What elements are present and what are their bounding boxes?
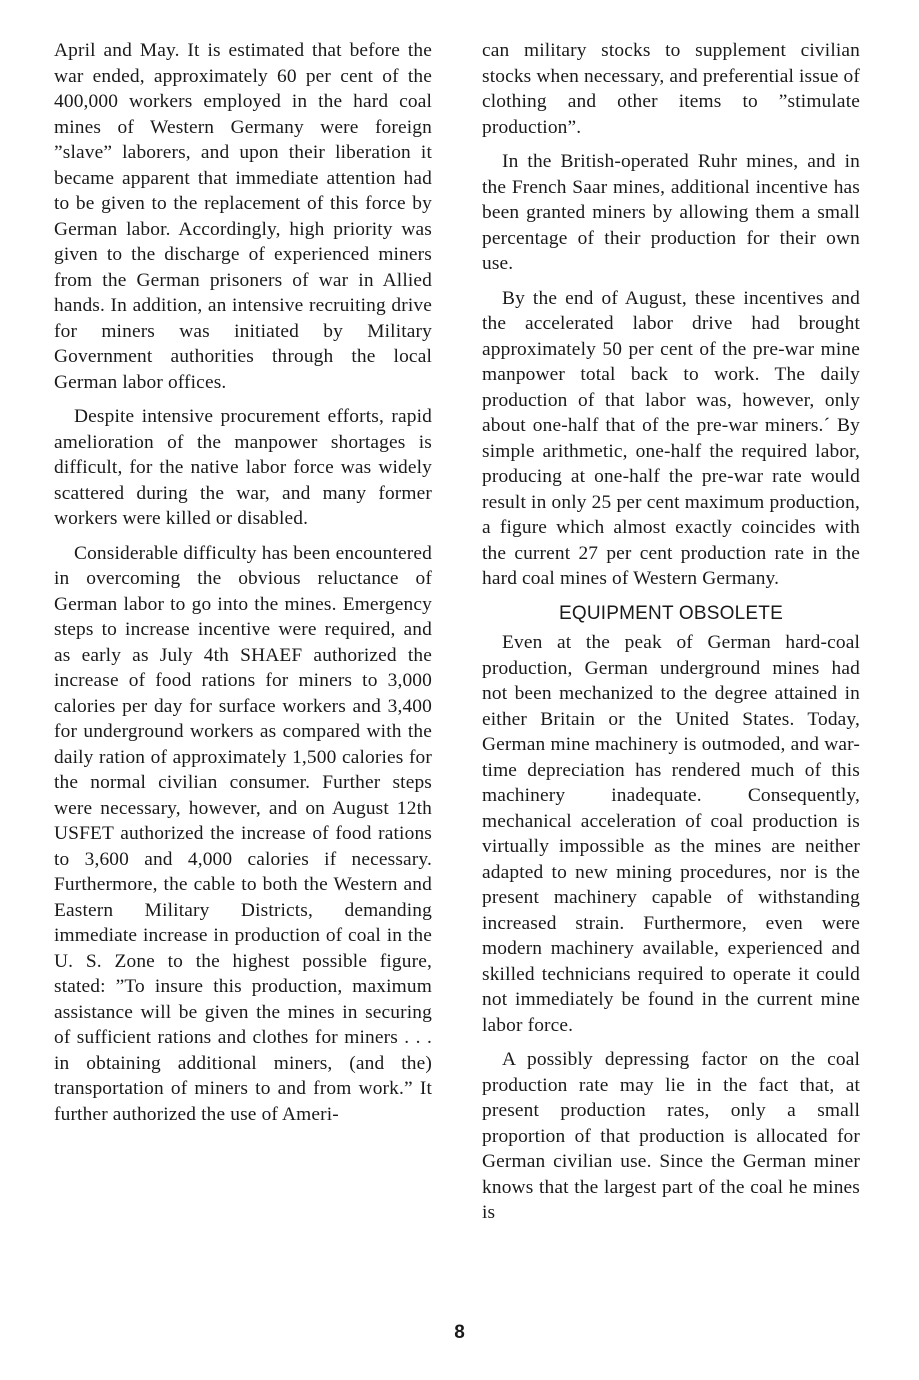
paragraph: A possibly depressing factor on the coal production rate may lie in the fact that, at present production rates, only a small proportion of that production is allocated for German civilian use. Since the German miner knows that the largest part of the coal he mines is — [482, 1049, 860, 1223]
paragraph: Considerable difficulty has been encountered in overcoming the obvious reluctance of German labor to go into the mines. Emergency steps to increase incentive were required, and as early as July 4th SHAEF authorized the increase of food rations for miners to 3,000 calories per day for surface workers and 3,400 for underground workers as compared with the daily ration of approximately 1,500 calories for the normal civilian consumer. Further steps were necessary, however, and on August 12th USFET authorized the increase of food rations to 3,600 and 4,000 calories if necessary. Furthermore, the cable to both the Western and Eastern Military Districts, demanding immediate increase in production of coal in the U. S. Zone to the highest possible figure, stated: ”To insure this production, maximum assistance will be given the mines in securing of sufficient rations and clothes for miners . . . in obtaining additional miners, (and the) transportation of miners to and from work.” It further authorized the use of Ameri- — [54, 542, 432, 1125]
page-number: 8 — [454, 1322, 465, 1343]
paragraph: Even at the peak of German hard-coal production, German underground mines had not been mechanized to the degree attained in either Britain or the United States. Today, German mine machinery is outmoded, and war-time depreciation has rendered much of this machinery inadequate. Consequently, mechanical acceleration of coal production is virtually impossible as the mines are neither adapted to new mining procedures, nor is the present machinery capable of withstanding increased strain. Furthermore, even were modern machinery available, experienced and skilled technicians required to operate it could not immediately be found in the current mine labor force. — [482, 632, 860, 1036]
paragraph: April and May. It is estimated that before the war ended, approximately 60 per cent of the 400,000 workers employed in the hard coal mines of Western Germany were foreign ”slave” laborers, and upon their liberation it became apparent that immediate attention had to be given to the replacement of this force by German labor. Accordingly, high priority was given to the discharge of experienced miners from the German prisoners of war in Allied hands. In addition, an intensive recruiting drive for miners was initiated by Military Government authorities through the local German labor offices. — [54, 40, 432, 393]
paragraph: By the end of August, these incentives and the accelerated labor drive had brought approximately 50 per cent of the pre-war mine manpower total back to work. The daily production of that labor was, however, only about one-half that of the pre-war miners.´ By simple arithmetic, one-half the required labor, producing at one-half the pre-war rate would result in only 25 per cent maximum production, a figure which almost exactly coincides with the current 27 per cent production rate in the hard coal mines of Western Germany. — [482, 287, 860, 589]
left-column — [54, 38, 432, 1136]
right-column — [482, 38, 860, 1235]
paragraph: can military stocks to supplement civilian stocks when necessary, and preferential issue of clothing and other items to ”stimulate production”. — [482, 40, 860, 138]
section-heading: EQUIPMENT OBSOLETE — [559, 602, 783, 624]
paragraph: In the British-operated Ruhr mines, and in the French Saar mines, additional incentive has been granted miners by allowing them a small percentage of their production for their own use. — [482, 151, 860, 274]
paragraph: Despite intensive procurement efforts, rapid amelioration of the manpower shortages is difficult, for the native labor force was widely scattered during the war, and many former workers were killed or disabled. — [54, 406, 432, 529]
